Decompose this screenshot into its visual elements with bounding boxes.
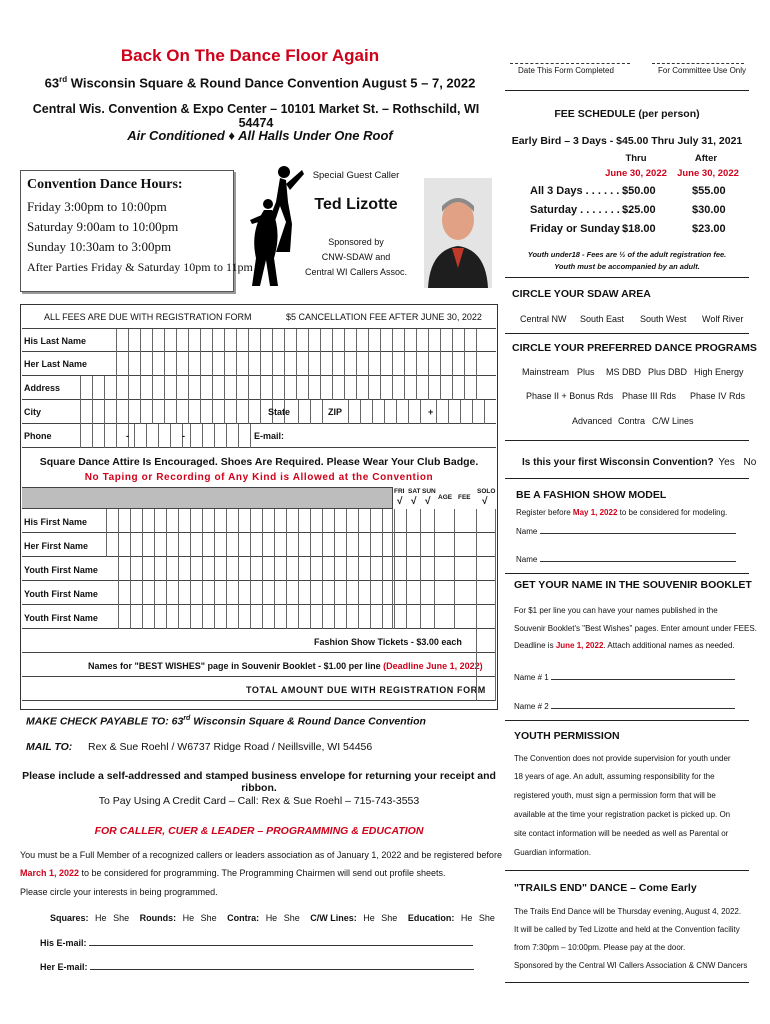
fee-col-after: After [694, 153, 718, 164]
fashion-name-2[interactable] [516, 555, 736, 564]
sponsor-line-1: Sponsored by [328, 237, 384, 247]
area-south-west[interactable]: South West [640, 314, 687, 324]
page-title: Back On The Dance Floor Again [120, 46, 380, 65]
best-wishes-deadline: (Deadline June 1, 2022) [383, 661, 483, 671]
education-he[interactable]: He [460, 913, 473, 923]
guest-caller-name: Ted Lizotte [314, 196, 398, 213]
program-contra[interactable]: Contra [618, 416, 646, 426]
convention-rest: Wisconsin Square & Round Dance Convention August 5 – 7, 2022 [67, 75, 476, 91]
convention-title [30, 75, 490, 90]
program-ms-dbd[interactable]: MS DBD [606, 367, 642, 377]
rounds-label: Rounds: [139, 913, 177, 923]
youth-fee-note-1: Youth under18 - Fees are ½ of the adult registration fee. [527, 250, 727, 259]
cwlines-he[interactable]: He [363, 913, 375, 923]
his-first-name-label: His First Name [24, 517, 88, 527]
squares-label: Squares: [50, 913, 89, 923]
sponsor-line-2: CNW-SDAW and [321, 252, 391, 262]
souvenir-name2-label: Name # 2 [514, 702, 549, 711]
programming-line-3: Please circle your interests in being programmed. [20, 887, 218, 897]
amenities: Air Conditioned ♦ All Halls Under One Roof [127, 128, 393, 143]
check-payable-sup: rd [183, 715, 191, 722]
fee-friday-sunday-thru: $18.00 [622, 223, 656, 235]
address-row[interactable] [22, 376, 496, 400]
best-wishes-row[interactable] [22, 653, 496, 677]
youth-first-name-label-3: Youth First Name [24, 613, 98, 623]
phone-dash-2: - [182, 431, 185, 441]
city-state-zip-row[interactable] [22, 400, 496, 424]
hours-friday: Friday 3:00pm to 10:00pm [27, 199, 167, 214]
fee-row-friday-sunday: Friday or Sunday . . [530, 223, 633, 235]
programming-line-2 [20, 868, 446, 878]
fashion-tickets-label: Fashion Show Tickets - $3.00 each [314, 637, 462, 647]
program-phase-iii[interactable]: Phase III Rds [622, 391, 677, 401]
area-wolf-river[interactable]: Wolf River [702, 314, 744, 324]
email-label: E-mail: [254, 431, 285, 441]
trails-line-2: It will be called by Ted Lizotte and held at the Convention facility [514, 925, 740, 934]
cancellation-fee-label: $5 CANCELLATION FEE AFTER JUNE 30, 2022 [286, 312, 482, 322]
fee-col-after-date: June 30, 2022 [677, 168, 739, 179]
fashion-text-post: to be considered for modeling. [617, 508, 728, 517]
sun-check: √ [425, 496, 431, 507]
souvenir-name1-label: Name # 1 [514, 673, 549, 682]
youth-first-name-row-3[interactable] [22, 605, 496, 629]
city-label: City [24, 407, 42, 417]
best-wishes-label [88, 661, 483, 671]
education-label: Education: [407, 913, 455, 923]
total-label: TOTAL AMOUNT DUE WITH REGISTRATION FORM [246, 685, 486, 695]
dance-programs-title: CIRCLE YOUR PREFERRED DANCE PROGRAMS [512, 342, 757, 354]
program-cw-lines[interactable]: C/W Lines [652, 416, 694, 426]
contra-he[interactable]: He [265, 913, 278, 923]
souvenir-line-2: Souvenir Booklet's "Best Wishes" pages. Enter amount under FEES. [514, 624, 757, 633]
fashion-deadline: May 1, 2022 [572, 508, 618, 517]
fri-check: √ [397, 496, 403, 507]
total-row[interactable] [22, 677, 496, 701]
fee-3days-after: $55.00 [692, 185, 726, 197]
fashion-show-text [516, 508, 727, 517]
portrait-icon [424, 178, 492, 288]
mail-to-label: MAIL TO: [26, 741, 73, 753]
youth-line-3: registered youth, must sign a permission form that will be [514, 791, 716, 800]
her-last-name-row[interactable] [22, 352, 496, 376]
programming-line2-rest: to be considered for programming. The Programming Chairmen will send out profile sheets. [79, 868, 446, 878]
sdaw-area-title: CIRCLE YOUR SDAW AREA [512, 288, 651, 300]
youth-first-name-row-1[interactable] [22, 557, 496, 581]
interest-row [50, 913, 495, 923]
phone-label: Phone [24, 431, 52, 441]
fee-row-saturday: Saturday . . . . . . . . . [530, 204, 633, 216]
check-payable-rest: Wisconsin Square & Round Dance Convention [190, 715, 426, 728]
trails-line-3: from 7:30pm – 10:00pm. Please pay at the door. [514, 943, 686, 952]
fashion-name-label-1: Name [516, 527, 538, 536]
dance-hours-title: Convention Dance Hours: [27, 177, 183, 192]
squares-he[interactable]: He [95, 913, 107, 923]
souvenir-line-3 [514, 641, 735, 650]
youth-line-2: 18 years of age. An adult, assuming responsibility for the [514, 772, 715, 781]
first-convention-text: Is this your first Wisconsin Convention? [522, 457, 714, 468]
program-high-energy[interactable]: High Energy [694, 367, 744, 377]
fee-saturday-after: $30.00 [692, 204, 726, 216]
area-south-east[interactable]: South East [580, 314, 625, 324]
sat-header: SAT [408, 488, 421, 495]
souvenir-name-2[interactable] [514, 702, 735, 711]
his-email-field[interactable] [40, 938, 473, 948]
phone-email-row[interactable] [22, 424, 496, 448]
program-advanced[interactable]: Advanced [572, 416, 613, 426]
program-phase-ii[interactable]: Phase II + Bonus Rds [526, 391, 614, 401]
guest-caller-photo [424, 178, 492, 288]
fashion-tickets-row[interactable] [22, 629, 496, 653]
venue: Central Wis. Convention & Expo Center – 10101 Market St. – Rothschild, WI 54474 [32, 102, 480, 130]
fee-header: FEE [458, 494, 471, 501]
his-last-name-label: His Last Name [24, 336, 87, 346]
hours-after-parties: After Parties Friday & Saturday 10pm to 11pm [27, 260, 253, 274]
her-email-label: Her E-mail: [40, 962, 88, 972]
early-bird: Early Bird – 3 Days - $45.00 Thru July 31, 2021 [511, 135, 743, 147]
convention-sup: rd [59, 75, 68, 84]
trails-line-1: The Trails End Dance will be Thursday evening, August 4, 2022. [514, 907, 742, 916]
program-plus[interactable]: Plus [577, 367, 595, 377]
squares-she[interactable]: She [113, 913, 130, 923]
fee-row-3days: All 3 Days . . . . . . . . [530, 185, 632, 197]
rounds-he[interactable]: He [182, 913, 195, 923]
contra-she[interactable]: She [283, 913, 300, 923]
solo-header: SOLO [477, 488, 496, 495]
youth-line-6: Guardian information. [514, 848, 591, 857]
souvenir-line-1: For $1 per line you can have your names published in the [514, 606, 718, 615]
first-convention-question [522, 457, 756, 468]
date-completed-label: Date This Form Completed [518, 66, 614, 75]
youth-line-4: available at the time your registration packet is picked up. On [514, 810, 731, 819]
first-convention-no[interactable]: No [743, 457, 757, 468]
guest-caller-label: Special Guest Caller [312, 170, 400, 181]
youth-line-5: site contact information will be needed as well as Parental or [514, 829, 729, 838]
address-label: Address [24, 383, 61, 393]
first-convention-yes[interactable]: Yes [718, 457, 735, 468]
committee-blank [652, 50, 744, 64]
fee-schedule-title: FEE SCHEDULE (per person) [554, 108, 700, 120]
souvenir-name-1[interactable] [514, 673, 735, 682]
youth-first-name-label-2: Youth First Name [24, 589, 98, 599]
check-payable-prefix: MAKE CHECK PAYABLE TO: 63 [26, 715, 184, 728]
state-label: State [268, 407, 291, 417]
his-first-name-row[interactable] [22, 509, 496, 533]
check-payable [26, 715, 426, 728]
program-phase-iv[interactable]: Phase IV Rds [690, 391, 746, 401]
cwlines-label: C/W Lines: [310, 913, 357, 923]
contra-label: Contra: [227, 913, 260, 923]
mail-to-address: Rex & Sue Roehl / W6737 Ridge Road / Neillsville, WI 54456 [88, 741, 373, 753]
fee-col-thru: Thru [625, 153, 647, 164]
souvenir-deadline: June 1, 2022 [555, 641, 604, 650]
rounds-she[interactable]: She [200, 913, 217, 923]
hours-sunday: Sunday 10:30am to 3:00pm [27, 239, 172, 254]
youth-first-name-label-1: Youth First Name [24, 565, 98, 575]
fees-due-label: ALL FEES ARE DUE WITH REGISTRATION FORM [44, 312, 252, 322]
phone-dash-1: - [126, 431, 129, 441]
youth-permission-title: YOUTH PERMISSION [514, 730, 620, 742]
youth-fee-note-2: Youth must be accompanied by an adult. [554, 262, 700, 271]
fee-saturday-thru: $25.00 [622, 204, 656, 216]
hours-saturday: Saturday 9:00am to 10:00pm [27, 219, 179, 234]
attire-note: Square Dance Attire Is Encouraged. Shoes Are Required. Please Wear Your Club Badge. [39, 456, 479, 468]
credit-card-note: To Pay Using A Credit Card – Call: Rex & Sue Roehl – 715-743-3553 [98, 795, 420, 807]
sat-check: √ [411, 496, 417, 507]
age-header: AGE [438, 494, 453, 501]
area-central-nw[interactable]: Central NW [520, 314, 567, 324]
zip-plus-label: + [428, 407, 434, 417]
committee-label: For Committee Use Only [658, 66, 747, 75]
her-first-name-label: Her First Name [24, 541, 89, 551]
souvenir-l3-pre: Deadline is [514, 641, 556, 650]
programming-deadline: March 1, 2022 [20, 868, 80, 878]
dance-hours-box [20, 170, 253, 292]
her-first-name-row[interactable] [22, 533, 496, 557]
fashion-name-1[interactable] [516, 527, 736, 536]
youth-first-name-row-2[interactable] [22, 581, 496, 605]
cwlines-she[interactable]: She [381, 913, 398, 923]
fashion-show-title: BE A FASHION SHOW MODEL [516, 489, 667, 501]
zip-label: ZIP [328, 407, 343, 417]
sponsor-line-3: Central WI Callers Assoc. [304, 267, 408, 277]
trails-line-4: Sponsored by the Central WI Callers Association & CNW Dancers [514, 961, 748, 970]
his-last-name-row[interactable] [22, 328, 496, 352]
envelope-note: Please include a self-addressed and stamped business envelope for returning your receipt and ribbon. [22, 770, 496, 794]
education-she[interactable]: She [478, 913, 495, 923]
fee-friday-sunday-after: $23.00 [692, 223, 726, 235]
convention-number: 63 [44, 75, 60, 91]
youth-line-1: The Convention does not provide supervision for youth under [514, 754, 731, 763]
souvenir-l3-post: . Attach additional names as needed. [603, 641, 735, 650]
fee-col-thru-date: June 30, 2022 [605, 168, 667, 179]
his-email-label: His E-mail: [40, 938, 87, 948]
her-email-field[interactable] [40, 962, 474, 972]
fri-header: FRI [394, 488, 405, 495]
program-plus-dbd[interactable]: Plus DBD [648, 367, 688, 377]
programming-title: FOR CALLER, CUER & LEADER – PROGRAMMING & EDUCATION [94, 825, 424, 837]
program-mainstream[interactable]: Mainstream [522, 367, 570, 377]
programming-line-1: You must be a Full Member of a recognized callers or leaders association as of January 1, 2022 and be registered before [20, 850, 502, 860]
fee-3days-thru: $50.00 [622, 185, 656, 197]
best-wishes-text: Names for "BEST WISHES" page in Souvenir Booklet - $1.00 per line [88, 661, 381, 671]
date-completed-blank[interactable] [510, 50, 630, 64]
fashion-text-pre: Register before [516, 508, 573, 517]
solo-check: √ [482, 496, 488, 507]
her-last-name-label: Her Last Name [24, 359, 88, 369]
fashion-name-label-2: Name [516, 555, 538, 564]
trails-end-title: "TRAILS END" DANCE – Come Early [514, 882, 697, 894]
souvenir-title: GET YOUR NAME IN THE SOUVENIR BOOKLET [514, 579, 752, 591]
no-taping-note: No Taping or Recording of Any Kind is Allowed at the Convention [84, 472, 434, 483]
sun-header: SUN [422, 488, 436, 495]
